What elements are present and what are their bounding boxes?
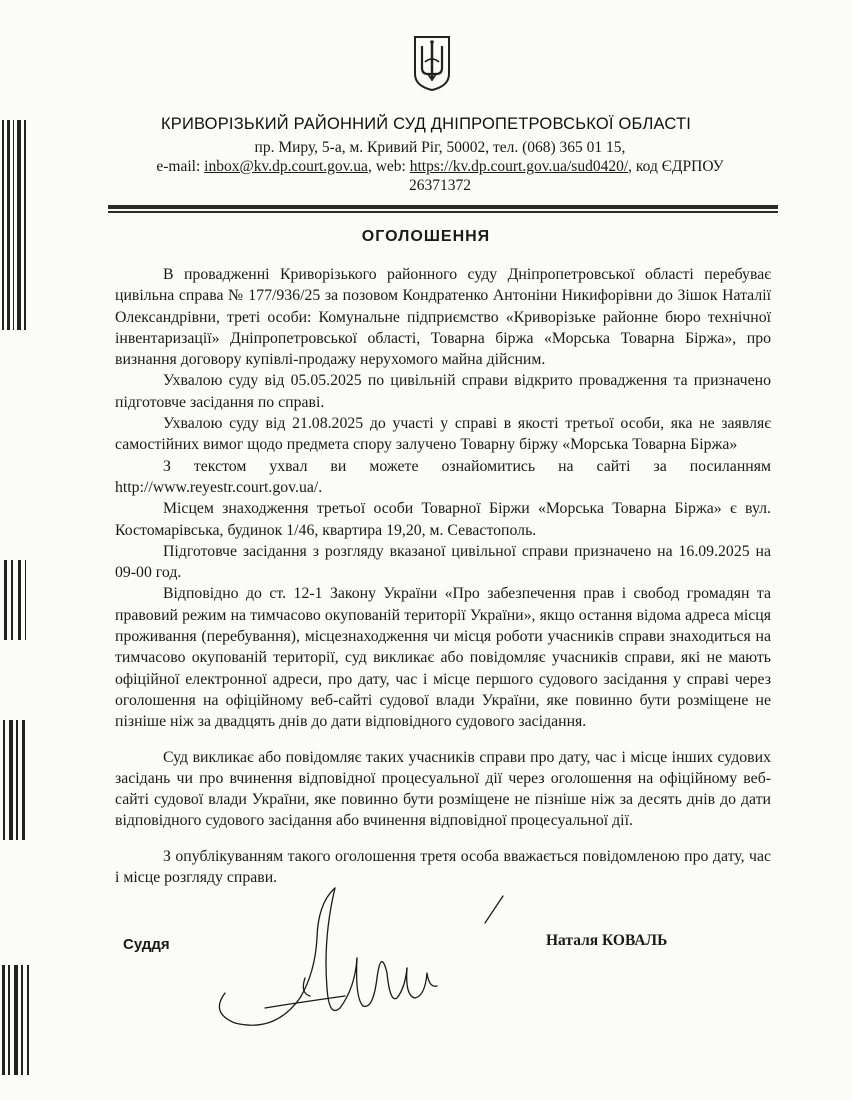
web-label: , web: — [367, 158, 406, 175]
paragraph-ruling-third-party: Ухвалою суду від 21.08.2025 до участі у справі в якості третьої особи, яка не заявляє самостійних вимог щодо предмета спору залучено Товарну біржу «Морська Товарна Біржа» — [115, 415, 771, 454]
scan-edge-artifact — [0, 965, 32, 1075]
document-body — [115, 264, 771, 888]
paragraph-publication-effect: З опублікуванням такого оголошення третя особа вважається повідомленою про дату, час і місце розгляду справи. — [115, 847, 771, 887]
paragraph-law-reference: Відповідно до ст. 12-1 Закону України «Про забезпечення прав і свобод громадян та правовий режим на тимчасово окупованій території України», якщо остання відома адреса місця проживання (перебування), місцезнаходження чи місця роботи учасників справи знаходиться на тимчасово окупованій території, суд викликає або повідомляє учасників справи, які не мають офіційної електронної адреси, про дату, час і місце першого судового засідання у справі через оголошення на офіційному веб-сайті судової влади України, яке повинно бути розміщене не пізніше ніж за двадцять днів до дати відповідного судового засідання. — [115, 585, 771, 731]
court-contacts — [100, 157, 780, 176]
scan-edge-artifact — [0, 560, 32, 640]
court-name: КРИВОРІЗЬКИЙ РАЙОННИЙ СУД ДНІПРОПЕТРОВСЬКОЇ ОБЛАСТІ — [160, 115, 692, 133]
scan-edge-artifact — [0, 720, 32, 840]
judge-role-label: Суддя — [123, 936, 170, 953]
trident-coat-of-arms-icon — [412, 34, 452, 92]
scan-edge-artifact — [0, 120, 32, 330]
handwritten-signature — [205, 878, 515, 1038]
website-link[interactable]: https://kv.dp.court.gov.ua/sud0420/ — [409, 158, 629, 175]
paragraph-ruling-opened: Ухвалою суду від 05.05.2025 по цивільній справи відкрито провадження та призначено підготовче засідання по справі. — [115, 372, 771, 411]
paragraph-hearing-date: Підготовче засідання з розгляду вказаної цивільної справи призначено на 16.09.2025 на 09-00 год. — [115, 542, 771, 582]
header-divider — [108, 205, 778, 209]
court-address: пр. Миру, 5-а, м. Кривий Ріг, 50002, тел. (068) 365 01 15, — [254, 139, 626, 156]
document-title: ОГОЛОШЕННЯ — [361, 228, 491, 245]
judge-name: Наталя КОВАЛЬ — [546, 932, 668, 949]
header-divider-thin — [108, 211, 778, 213]
paragraph-third-party-location: Місцем знаходження третьої особи Товарної Біржи «Морська Товарна Біржа» є вул. Костомарівська, будинок 1/46, квартира 19,20, м. Севастополь. — [115, 500, 771, 539]
edrpou-label: , код ЄДРПОУ — [628, 158, 724, 175]
paragraph-notification-rules: Суд викликає або повідомляє таких учасників справи про дату, час і місце інших судових засідань чи про вчинення відповідної процесуальної дії через оголошення на офіційному веб-сайті судової влади України, яке повинно бути розміщене не пізніше ніж за десять днів до дати відповідного судового засідання або вчинення відповідної процесуальної дії. — [115, 748, 771, 830]
email-link[interactable]: inbox@kv.dp.court.gov.ua — [204, 158, 368, 175]
paragraph-case-intro: В провадженні Криворізького районного суду Дніпропетровської області перебуває цивільна справа № 177/936/25 за позовом Кондратенко Антоніни Никифорівни до Зішок Наталії Олександрівни, треті особи: Комунальне підприємство «Криворізьке районне бюро технічної інвентаризації» Дніпропетровської області, Товарна біржа «Морська Товарна Біржа», про визнання договору купівлі-продажу нерухомого майна дійсним. — [115, 266, 771, 369]
paragraph-registry-link: З текстом ухвал ви можете ознайомитись на сайті за посиланням http://www.reyestr.court.gov.ua/. — [115, 457, 771, 496]
edrpou-code: 26371372 — [409, 177, 471, 194]
email-label: e-mail: — [156, 158, 201, 175]
